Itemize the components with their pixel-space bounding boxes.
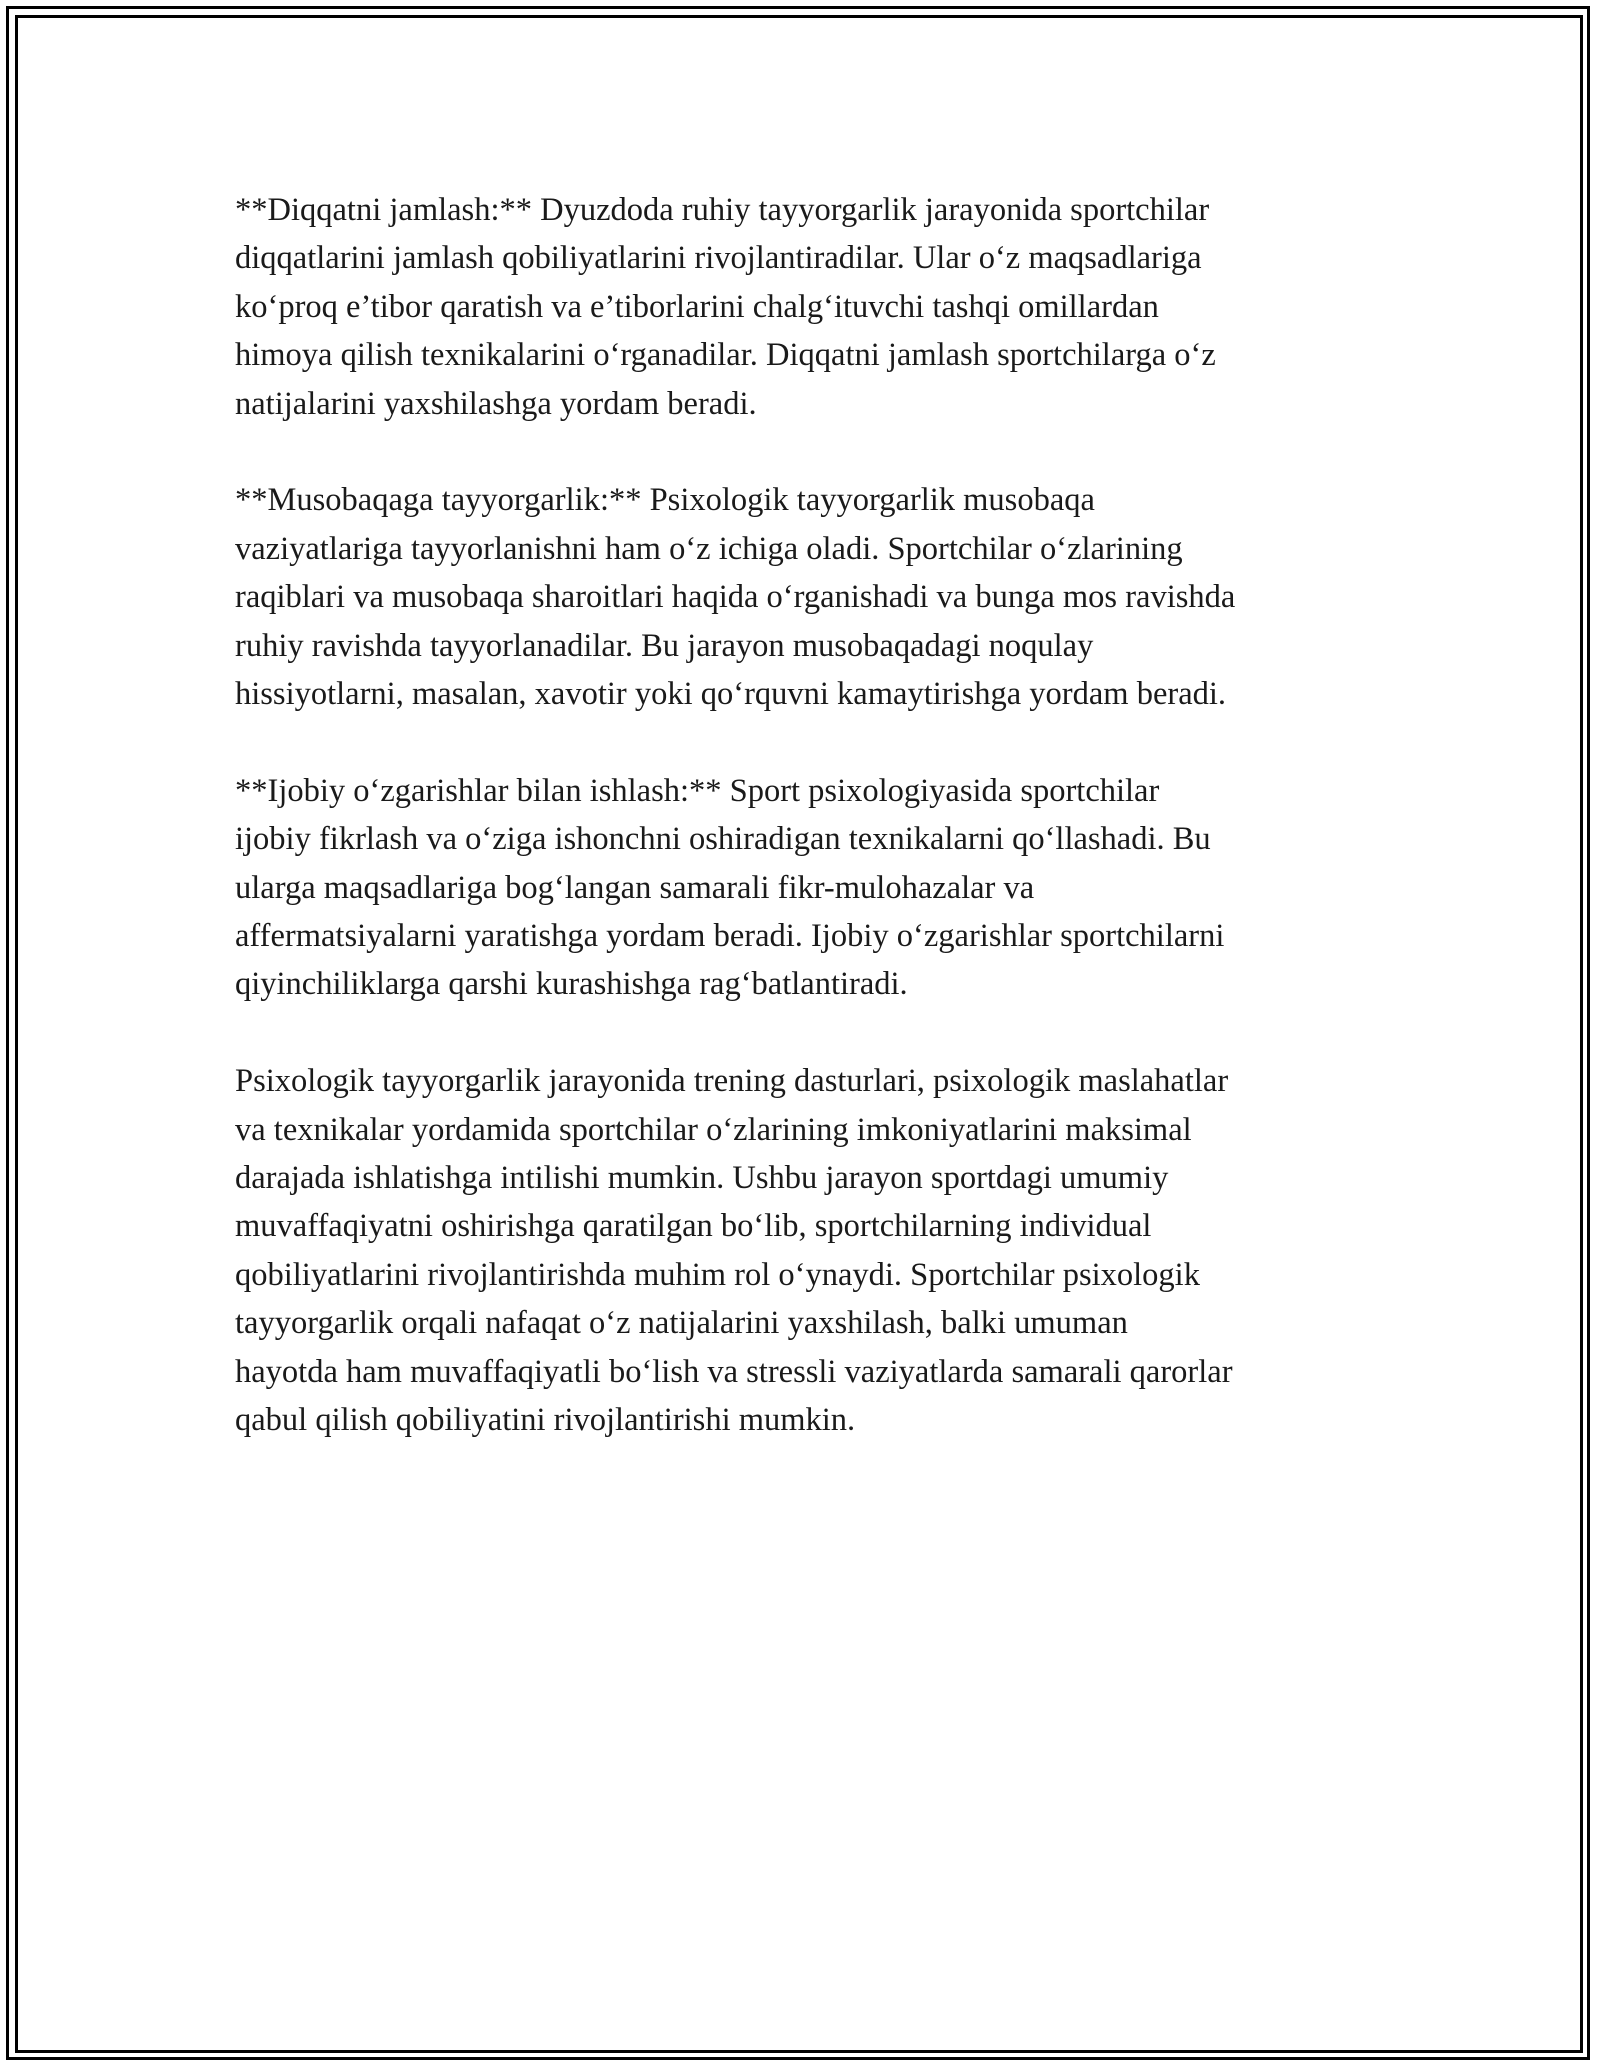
paragraph-competition-prep: **Musobaqaga tayyorgarlik:** Psixologik tayyorgarlik musobaqa vaziyatlariga tayyorlanishni ham o‘z ichiga oladi. Sportchilar o‘zlarining raqiblari va musobaqa sharoitlari haqida o‘rganishadi va bunga mos ravishda ruhiy ravishda tayyorlanadilar. Bu jarayon musobaqadagi noqulay hissiyotlarni, masalan, xavotir yoki qo‘rquvni kamaytirishga yordam beradi. [235,482,1236,713]
paragraph-focus: **Diqqatni jamlash:** Dyuzdoda ruhiy tayyorgarlik jarayonida sportchilar diqqatlarini jamlash qobiliyatlarini rivojlantiradilar. Ular o‘z maqsadlariga ko‘proq e’tibor qaratish va e’tiborlarini chalg‘ituvchi tashqi omillardan himoya qilish texnikalarini o‘rganadilar. Diqqatni jamlash sportchilarga o‘z natijalarini yaxshilashga yordam beradi. [235,192,1216,422]
paragraph-positive-change: **Ijobiy o‘zgarishlar bilan ishlash:** Sport psixologiyasida sportchilar ijobiy fikrlash va o‘ziga ishonchni oshiradigan texnikalarni qo‘llashadi. Bu ularga maqsadlariga bog‘langan samarali fikr-mulohazalar va affermatsiyalarni yaratishga yordam beradi. Ijobiy o‘zgarishlar sportchilarni qiyinchiliklarga qarshi kurashishga rag‘batlantiradi. [235,772,1225,1003]
document-body [235,186,1375,1493]
paragraph-conclusion: Psixologik tayyorgarlik jarayonida trening dasturlari, psixologik maslahatlar va texnikalar yordamida sportchilar o‘zlarining imkoniyatlarini maksimal darajada ishlatishga intilishi mumkin. Ushbu jarayon sportdagi umumiy muvaffaqiyatni oshirishga qaratilgan bo‘lib, sportchilarning individual qobiliyatlarini rivojlantirishda muhim rol o‘ynaydi. Sportchilar psixologik tayyorgarlik orqali nafaqat o‘z natijalarini yaxshilash, balki umuman hayotda ham muvaffaqiyatli bo‘lish va stressli vaziyatlarda samarali qarorlar qabul qilish qobiliyatini rivojlantirishi mumkin. [235,1063,1233,1439]
